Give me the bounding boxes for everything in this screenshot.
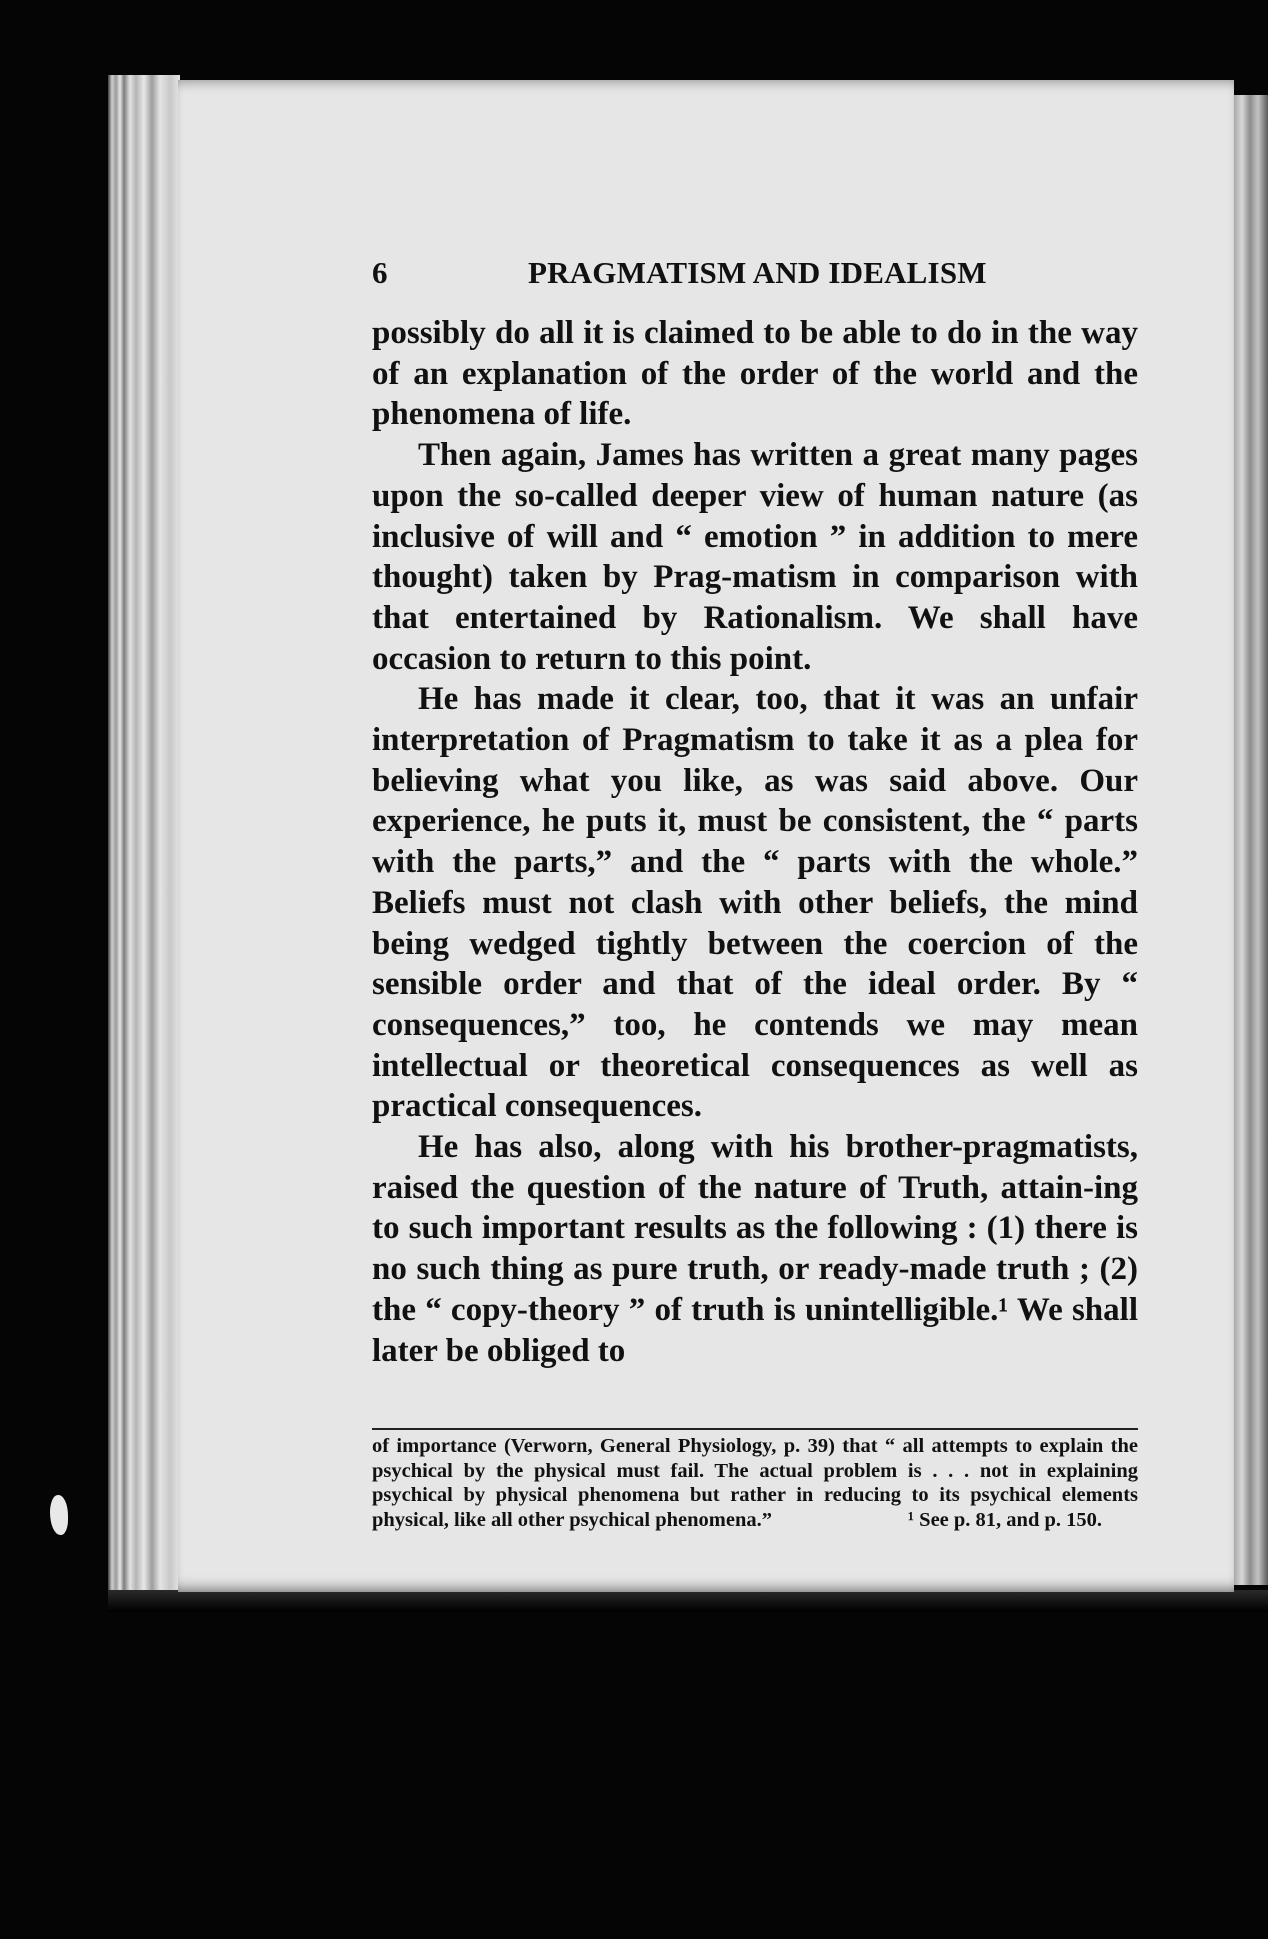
running-head [372, 253, 988, 293]
page-bottom-shadow [108, 1590, 1268, 1612]
running-title: PRAGMATISM AND IDEALISM [528, 255, 987, 290]
paragraph-3: He has made it clear, too, that it was an unfair interpretation of Pragmatism to take it as a plea for believing what you like, as was said above. Our experience, he puts it, must be consistent, the “ parts with the parts,” and the “ parts with the whole.” Beliefs must not clash with other beliefs, the mind being wedged tightly between the coercion of the sensible order and that of the ideal order. By “ consequences,” too, he contends we may mean intellectual or theoretical consequences as well as practical consequences. [372, 681, 1138, 1125]
body-text [372, 313, 1138, 1371]
page-number: 6 [372, 255, 388, 290]
paragraph-2: Then again, James has written a great many pages upon the so-called deeper view of human nature (as inclusive of will and “ emotion ” in addition to mere thought) taken by Prag-matism in comparison with that entertained by Rationalism. We shall have occasion to return to this point. [372, 437, 1138, 677]
paragraph-1: possibly do all it is claimed to be able to do in the way of an explanation of the order of the world and the phenomena of life. [372, 315, 1138, 433]
footnote-reference: ¹ See p. 81, and p. 150. [907, 1508, 1102, 1531]
book-page-edges-left [108, 75, 180, 1595]
footnote-rule [372, 1428, 1138, 1430]
paragraph-4: He has also, along with his brother-pragmatists, raised the question of the nature of Truth, attain-ing to such important results as the following : (1) there is no such thing as pure truth, or ready-made truth ; (2) the “ copy-theory ” of truth is unintelligible.¹ We shall later be obliged to [372, 1129, 1138, 1369]
book-page-edges-right [1234, 95, 1268, 1585]
footnote [372, 1434, 1138, 1532]
film-blemish [50, 1495, 68, 1535]
footnote-text: of importance (Verworn, General Physiology, p. 39) that “ all attempts to explain the psychical by the physical must fail. The actual problem is . . . not in explaining psychical by physical phenomena but rather in reducing to its psychical elements physical, like all other psychical phenomena.” [372, 1435, 1138, 1531]
